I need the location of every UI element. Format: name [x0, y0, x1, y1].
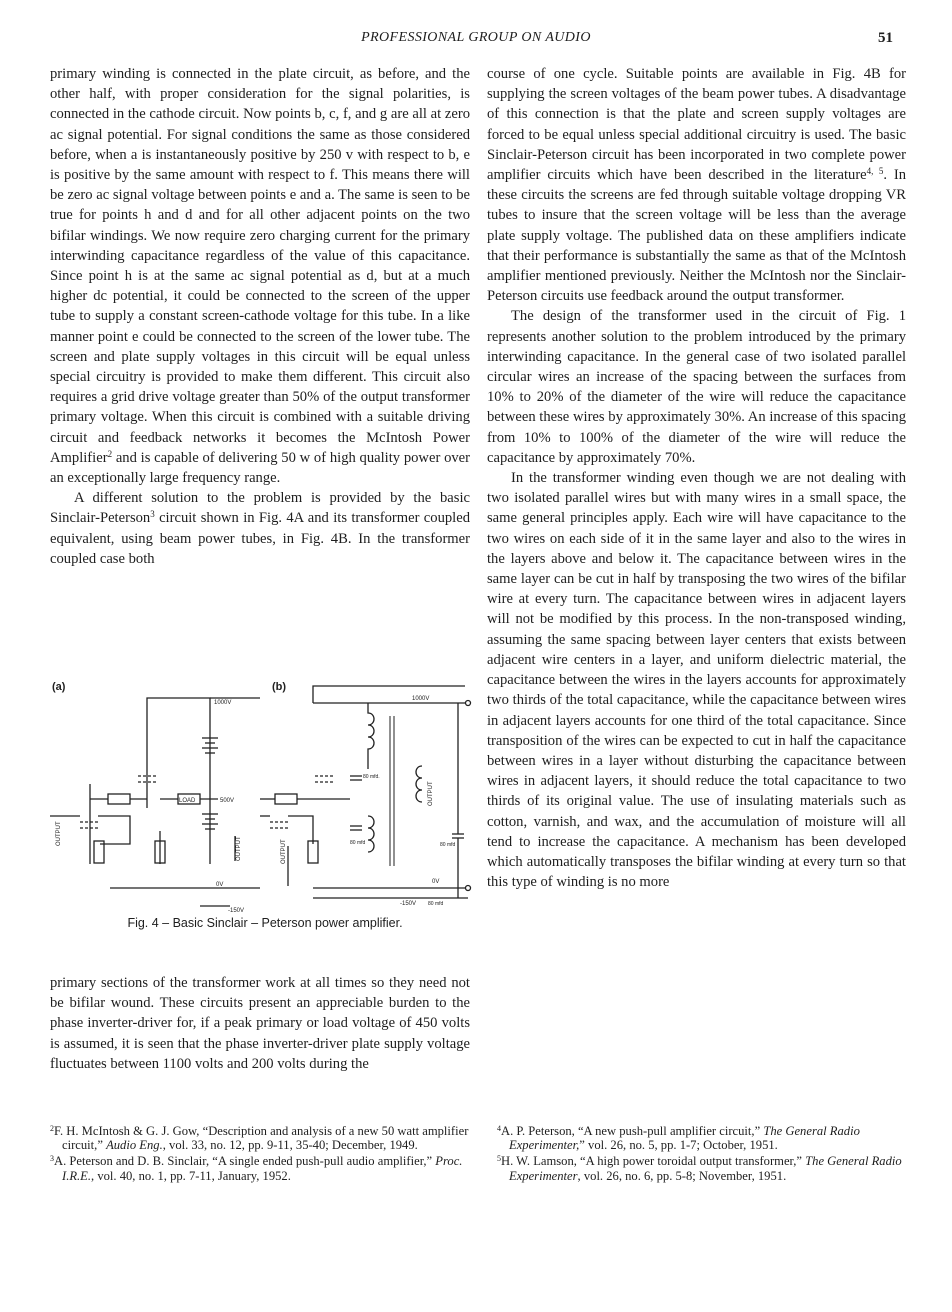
paragraph: In the transformer winding even though we are not dealing with two isolated parallel wires but with many wires in a small space, the same general principles apply. Each wire will have capacitance to the two wires on each side of it in the same layer and also to the wires in the layers above and below it. The capacitance between wires in the same layer can be cut in half by transposing the two wires of the bifilar wire at every turn. The capacitance between wires in adjacent layers will not be modified by this process. In the non-transposed winding, assuming the same spacing between layer centers that exists between adjacent wire centers in a layer, and uniform dielectric material, the capacitance between the wires in the layers accounts for approximately two thirds of the total capacitance, while the capacitance between wires in adjacent layers accounts for one third of the total capacitance. Since transposition of the wires can be expected to cut in half the capacitance between wires in a layer without disturbing the capacitance between wires in adjacent layers, it should reduce the total capacitance to two thirds of its original value. The use of insulating materials such as cotton, varnish, and wax, and the accumulation of moisture will all tend to increase the capacitance. A mechanism has been developed which automatically transposes the bifilar winding at every turn so that this type of winding is no more — [487, 470, 906, 891]
cap-label-4: 80 mfd — [428, 901, 444, 907]
v1000-a: 1000V — [214, 700, 232, 706]
v0-a: 0V — [216, 882, 224, 888]
resistor — [108, 794, 130, 804]
footnote: $^5$H. W. Lamson, “A high power toroidal output transformer,” The General Radio Experimenter, vol. 26, no. 6, pp. 5-8; November, 1951. — [497, 1154, 902, 1183]
page-number: 51 — [878, 30, 893, 46]
running-header: PROFESSIONAL GROUP ON AUDIO — [361, 30, 591, 45]
left-column-bottom — [50, 973, 470, 1074]
resistor — [275, 794, 297, 804]
figure-4 — [50, 676, 480, 936]
v150-a: -150V — [228, 908, 245, 912]
v0-b: 0V — [432, 879, 440, 885]
left-column-top — [50, 64, 470, 569]
right-column — [487, 64, 906, 892]
output-b2: OUTPUT — [281, 839, 287, 864]
label-a: (a) — [52, 681, 66, 693]
paragraph: primary sections of the transformer work at all times so they need not be bifilar wound. These circuits present an appreciable burden to the phase inverter-driver for, if a peak primary or load voltage of 450 volts is assumed, it is seen that the phase inverter-driver plate supply voltage fluctuates between 1100 volts and 200 volts during the — [50, 975, 470, 1072]
label-b: (b) — [272, 681, 287, 693]
footnote: $^2$F. H. McIntosh & G. J. Gow, “Description and analysis of a new 50 watt amplifier circuit,” Audio Eng., vol. 33, no. 12, pp. 9-11, 35-40; December, 1949. — [50, 1124, 469, 1153]
figure-caption: Fig. 4 – Basic Sinclair – Peterson power amplifier. — [127, 916, 403, 930]
transformer-primary — [368, 703, 374, 769]
footnote: $^3$A. Peterson and D. B. Sinclair, “A single ended push-pull audio amplifier,” Proc. I.R.E., vol. 40, no. 1, pp. 7-11, January, 1952. — [50, 1154, 463, 1183]
ref-mark: 4, 5 — [866, 166, 884, 177]
schematic-diagram — [50, 676, 480, 912]
footnote: $^4$A. P. Peterson, “A new push-pull amplifier circuit,” The General Radio Experimenter,” vol. 26, no. 5, pp. 1-7; October, 1951. — [497, 1124, 860, 1153]
footnotes-right — [497, 1122, 907, 1183]
transformer-secondary — [416, 766, 422, 802]
ref-mark: 3 — [150, 509, 155, 520]
paragraph: The design of the transformer used in the circuit of Fig. 1 represents another solution to the problem introduced by the primary interwinding capacitance. In the general case of two isolated parallel circular wires an increase of the spacing between the surfaces from 10% to 20% of the diameter of the wire will reduce the capacitance between these wires by approximately 30%. An increase of this spacing from 10% to 100% of the diameter of the wire will reduce the capacitance by approximately 70%. — [487, 308, 906, 466]
paragraph: A different solution to the problem is provided by the basic Sinclair-Peterson$^3$ circuit shown in Fig. 4A and its transformer coupled equivalent, using beam power tubes, in Fig. 4B. In the transformer coupled case both — [50, 490, 470, 567]
cap-label-2: 80 mfd — [350, 840, 366, 846]
paragraph: primary winding is connected in the plate circuit, as before, and the other half, with proper consideration for the signal polarities, is connected in the cathode circuit. Now points b, c, f, and g are all at zero ac signal potential. For signal conditions the same as those considered before, when a is instantaneously positive by 250 v with respect to b, e is positive by the same amount with respect to f. This means there will be zero ac signal voltage between points e and a. The same is seen to be true for points h and d and for all other adjacent points on the two bifilar windings. We now require zero charging current for the primary interwinding capacitance regardless of the value of this capacitance. Since point h is at the same ac signal potential as d, but at a much higher dc potential, it could be connected to the screen of the upper tube to supply a constant screen-cathode voltage for this tube. In a like manner point e could be connected to the screen of the lower tube. The screen and plate supply voltages in this circuit will be equal unless special circuitry is provided to make them different. This circuit also requires a grid drive voltage greater than 50% of the output transformer primary voltage. When this circuit is combined with a suitable driving circuit and feedback networks it becomes the McIntosh Power Amplifier$^2$ and is capable of delivering 50 w of high quality power over an exceptionally large frequency range. — [50, 66, 470, 487]
load-label: LOAD — [179, 798, 196, 804]
output-a: OUTPUT — [56, 821, 62, 846]
cap-label-3: 80 mfd — [440, 842, 456, 848]
v500-a: 500V — [220, 798, 235, 804]
cap-label-1: 80 mfd. — [363, 774, 380, 780]
footnotes-left — [50, 1122, 470, 1183]
v150-b: -150V — [400, 901, 417, 907]
wire — [147, 698, 210, 864]
ref-mark: 2 — [107, 448, 113, 459]
paragraph: course of one cycle. Suitable points are available in Fig. 4B for supplying the screen voltages of the beam power tubes. A disadvantage of this connection is that the plate and screen supply voltages are forced to be equal unless special additional circuitry is used. The basic Sinclair-Peterson circuit has been incorporated in two complete power amplifier circuits which have been described in the literature$^{4, 5}$. In these circuits the screens are fed through suitable voltage dropping VR tubes to insure that the screen voltage will be less than the average plate supply voltage. The published data on these amplifiers indicate that their performance is substantially the same as that of the McIntosh amplifier mentioned previously. Neither the McIntosh nor the Sinclair-Peterson circuits use feedback around the output transformer. — [487, 66, 906, 305]
v1000-b: 1000V — [412, 696, 430, 702]
transformer-primary-lower — [368, 816, 374, 852]
resistor — [308, 841, 318, 863]
output-b: OUTPUT — [428, 781, 434, 806]
output-a2: OUTPUT — [236, 836, 242, 861]
